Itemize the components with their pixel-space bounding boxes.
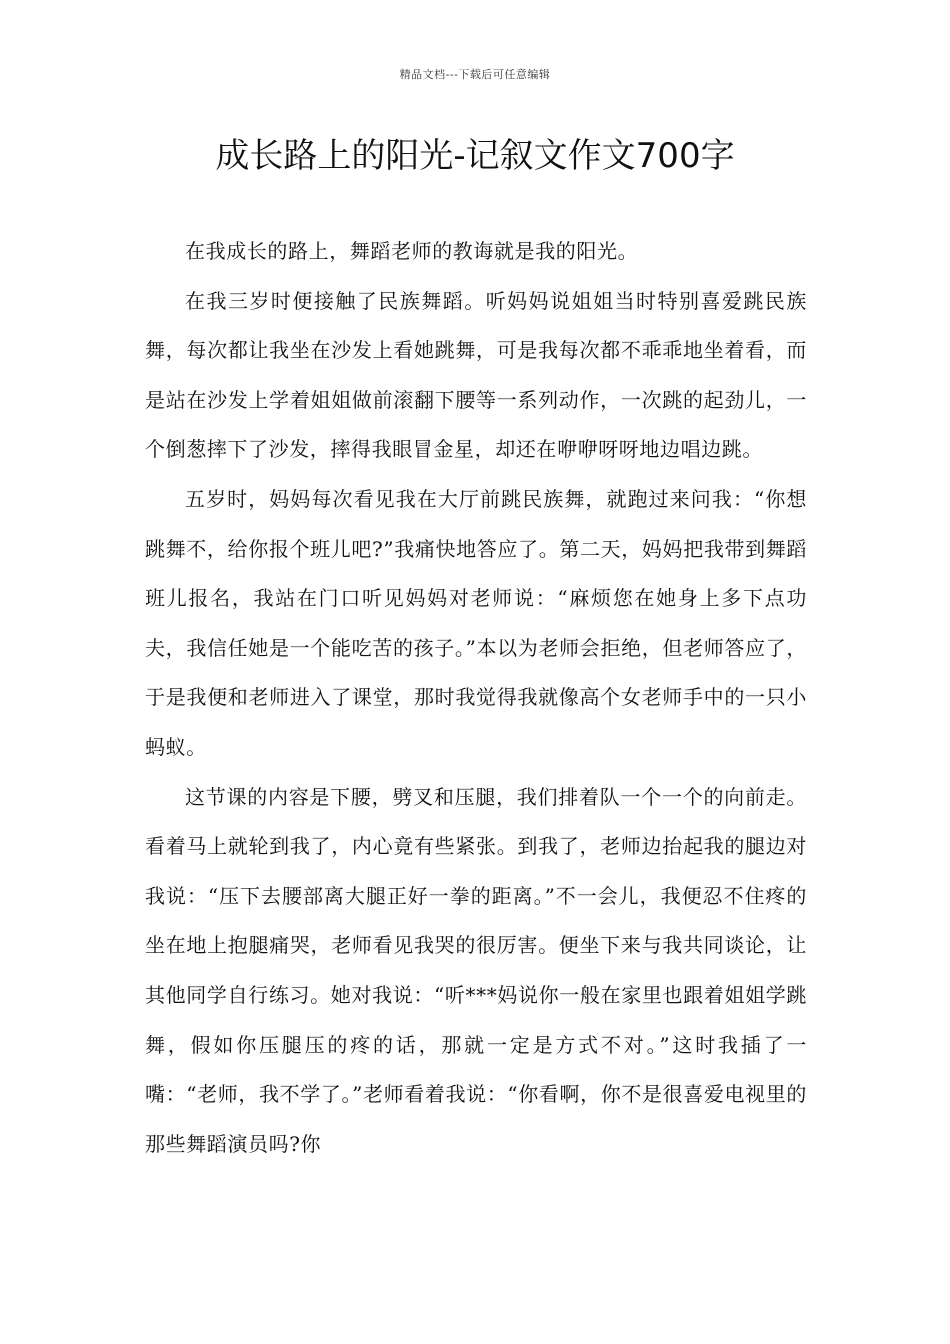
- paragraph: 在我成长的路上，舞蹈老师的教诲就是我的阳光。: [185, 239, 639, 263]
- paragraph: 这节课的内容是下腰，劈叉和压腿，我们排着队一个一个的向前走。看着马上就轮到我了，内心竟有些紧张。到我了，老师边抬起我的腿边对我说：“压下去腰部离大腿正好一拳的距离。”不一会儿，我便忍不住疼的坐在地上抱腿痛哭，老师看见我哭的很厉害。便坐下来与我共同谈论，让其他同学自行练习。她对我说：“听***妈说你一般在家里也跟着姐姐学跳舞，假如你压腿压的疼的话，那就一定是方式不对。”这时我插了一嘴：“老师，我不学了。”老师看着我说：“你看啊，你不是很喜爱电视里的那些舞蹈演员吗?你: [145, 784, 807, 1156]
- paragraph: 在我三岁时便接触了民族舞蹈。听妈妈说姐姐当时特别喜爱跳民族舞，每次都让我坐在沙发上看她跳舞，可是我每次都不乖乖地坐着看，而是站在沙发上学着姐姐做前滚翻下腰等一系列动作，一次跳的起劲儿，一个倒葱摔下了沙发，摔得我眼冒金星，却还在咿咿呀呀地边唱边跳。: [145, 288, 807, 462]
- paragraph: 五岁时，妈妈每次看见我在大厅前跳民族舞，就跑过来问我：“你想跳舞不，给你报个班儿吧?”我痛快地答应了。第二天，妈妈把我带到舞蹈班儿报名，我站在门口听见妈妈对老师说：“麻烦您在她身上多下点功夫，我信任她是一个能吃苦的孩子。”本以为老师会拒绝，但老师答应了，于是我便和老师进入了课堂，那时我觉得我就像高个女老师手中的一只小蚂蚁。: [145, 486, 807, 759]
- document-title: 成长路上的阳光-记叙文作文700字: [215, 136, 735, 176]
- header-note: 精品文档---下载后可任意编辑: [399, 68, 551, 81]
- document-body: [145, 227, 807, 1169]
